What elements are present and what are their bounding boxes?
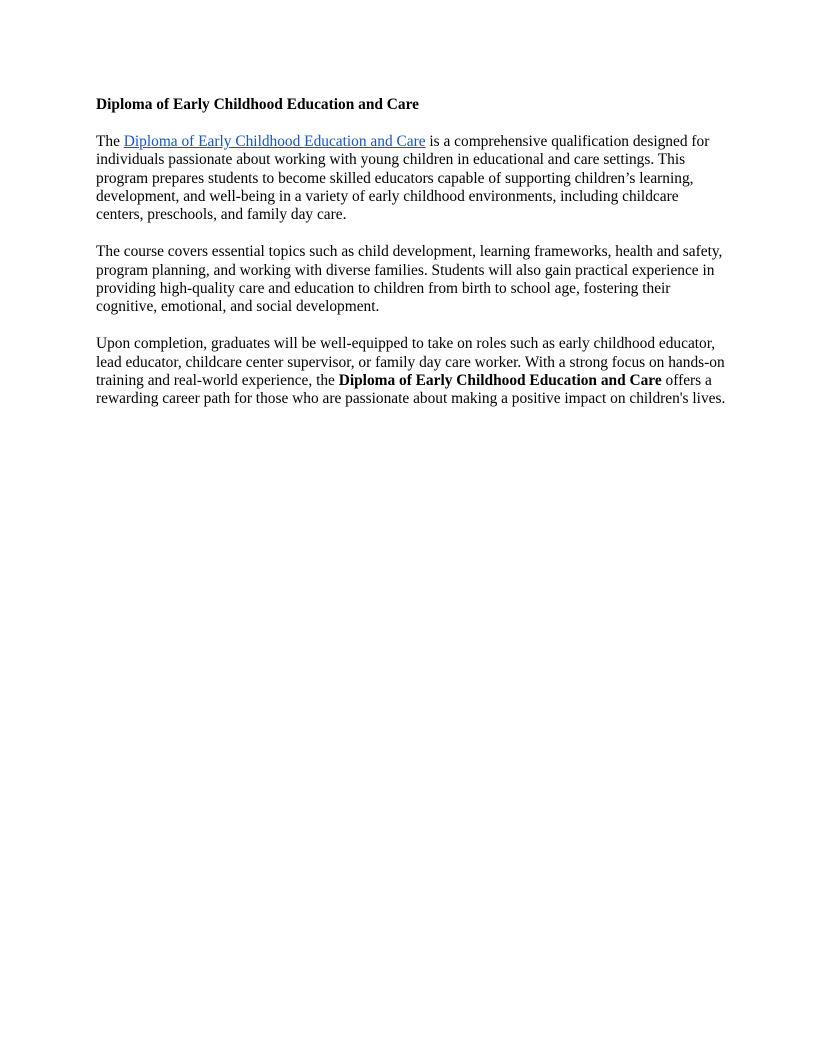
- document-title: Diploma of Early Childhood Education and Care: [96, 96, 419, 113]
- paragraph-intro: [96, 133, 726, 225]
- diploma-name-bold: Diploma of Early Childhood Education and Care: [338, 372, 662, 390]
- diploma-link[interactable]: Diploma of Early Childhood Education and Care: [123, 132, 426, 150]
- outcomes-text-before-bold: Upon completion, graduates will be well-equipped to take on roles such as early childhood educator, lead educator, childcare center supervisor, or family day care worker. With a strong focus on hands-on training and real-world experience, the: [96, 335, 725, 390]
- intro-text-before-link: The: [96, 132, 124, 150]
- document-page: [96, 96, 726, 427]
- paragraph-course-topics: The course covers essential topics such as child development, learning frameworks, health and safety, program planning, and working with diverse families. Students will also gain practical experience in providing high-quality care and education to children from birth to school age, fostering their cognitive, emotional, and social development.: [96, 243, 723, 316]
- paragraph-career-outcomes: [96, 335, 726, 409]
- outcomes-text-after-bold: offers a rewarding career path for those who are passionate about making a positive impact on children's lives.: [96, 372, 726, 408]
- intro-text-after-link: is a comprehensive qualification designed for individuals passionate about working with young children in educational and care settings. This program prepares students to become skilled educators capable of supporting children’s learning, development, and well-being in a variety of early childhood environments, including childcare centers, preschools, and family day care.: [96, 132, 710, 224]
